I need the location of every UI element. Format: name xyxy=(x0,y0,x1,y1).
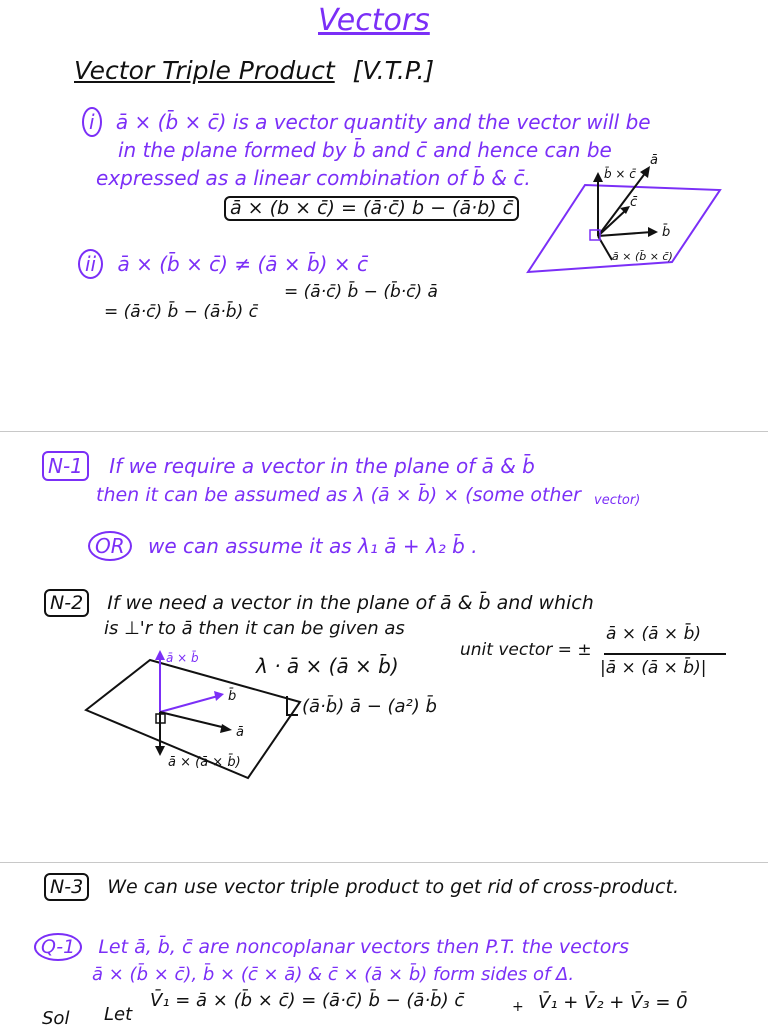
solution-v1: V̄₁ = ā × (b̄ × c̄) = (ā·c̄) b̄ − (ā·b̄) c̄ xyxy=(150,990,465,1011)
point2-inequality: ā × (b̄ × c̄) ≠ (ā × b̄) × c̄ xyxy=(117,252,368,276)
label-b2: b̄ xyxy=(228,689,237,704)
note2-line2: is ⊥'r to ā then it can be given as xyxy=(104,618,405,639)
label-bxc: b̄ × c̄ xyxy=(604,167,636,181)
note1-text3: we can assume it as λ₁ ā + λ₂ b̄ . xyxy=(148,534,478,558)
vtp-formula-box: ā × (b̄ × c̄) = (ā·c̄) b̄ − (ā·b̄) c̄ xyxy=(224,196,519,221)
page-title: Vectors xyxy=(318,3,430,38)
note1-line2b: vector) xyxy=(594,493,641,508)
note3-text: We can use vector triple product to get rid of cross-product. xyxy=(107,876,679,898)
note2-tag: N-2 xyxy=(44,589,89,617)
point1-marker: i xyxy=(82,107,102,137)
note1-line2: then it can be assumed as λ (ā × b̄) × (some other xyxy=(96,484,581,506)
point1-line3: expressed as a linear combination of b̄ & c̄. xyxy=(96,166,531,190)
label-a: ā xyxy=(650,153,658,168)
question1-tag: Q-1 xyxy=(34,933,82,961)
point2-rhs: = (ā·c̄) b̄ − (b̄·c̄) ā xyxy=(284,282,438,302)
point2-lhs: = (ā·c̄) b̄ − (ā·b̄) c̄ xyxy=(104,302,258,322)
or-tag: OR xyxy=(88,531,132,561)
heading-abbr: [V.T.P.] xyxy=(352,56,435,85)
question1-line2: ā × (b̄ × c̄), b̄ × (c̄ × ā) & c̄ × (ā × b̄) form sides of Δ. xyxy=(92,964,575,985)
label-axb: ā × b̄ xyxy=(166,651,199,665)
point2-marker: ii xyxy=(78,249,103,279)
label-c: c̄ xyxy=(630,195,638,210)
point1-text1: ā × (b̄ × c̄) is a vector quantity and the vector will be xyxy=(115,110,651,134)
question1-line1 xyxy=(34,938,629,957)
solution-plus: + xyxy=(512,999,524,1015)
label-axbxc: ā × (b̄ × c̄) xyxy=(612,250,673,263)
note1-text1: If we require a vector in the plane of ā & b̄ xyxy=(109,454,535,478)
solution-let: Let xyxy=(104,1004,133,1025)
solution-sum: V̄₁ + V̄₂ + V̄₃ = 0̄ xyxy=(538,992,688,1013)
solution-label: Sol xyxy=(42,1008,70,1029)
note1-tag: N-1 xyxy=(42,451,89,481)
note3-line xyxy=(44,878,679,897)
question1-text1: Let ā, b̄, c̄ are noncoplanar vectors then P.T. the vectors xyxy=(98,936,630,958)
label-b: b̄ xyxy=(662,225,671,240)
point1-line2: in the plane formed by b̄ and c̄ and hence can be xyxy=(118,138,612,162)
note2-expr: λ · ā × (ā × b̄) xyxy=(256,654,399,678)
vector-b2 xyxy=(160,696,218,712)
heading-text: Vector Triple Product xyxy=(74,56,335,85)
page-separator-2 xyxy=(0,862,768,863)
label-axaxb: ā × (ā × b̄) xyxy=(168,755,241,770)
label-a2: ā xyxy=(236,725,244,740)
unit-vector-label: unit vector = ± xyxy=(460,640,592,660)
note2-expansion-text: (ā·b̄) ā − (a²) b̄ xyxy=(302,696,437,717)
note3-tag: N-3 xyxy=(44,873,89,901)
unit-vector-numerator: ā × (ā × b̄) xyxy=(606,624,701,644)
unit-vector-denominator: |ā × (ā × b̄)| xyxy=(600,658,707,678)
vector-a2 xyxy=(160,712,226,728)
note2-text1: If we need a vector in the plane of ā & b̄ and which xyxy=(107,592,594,614)
